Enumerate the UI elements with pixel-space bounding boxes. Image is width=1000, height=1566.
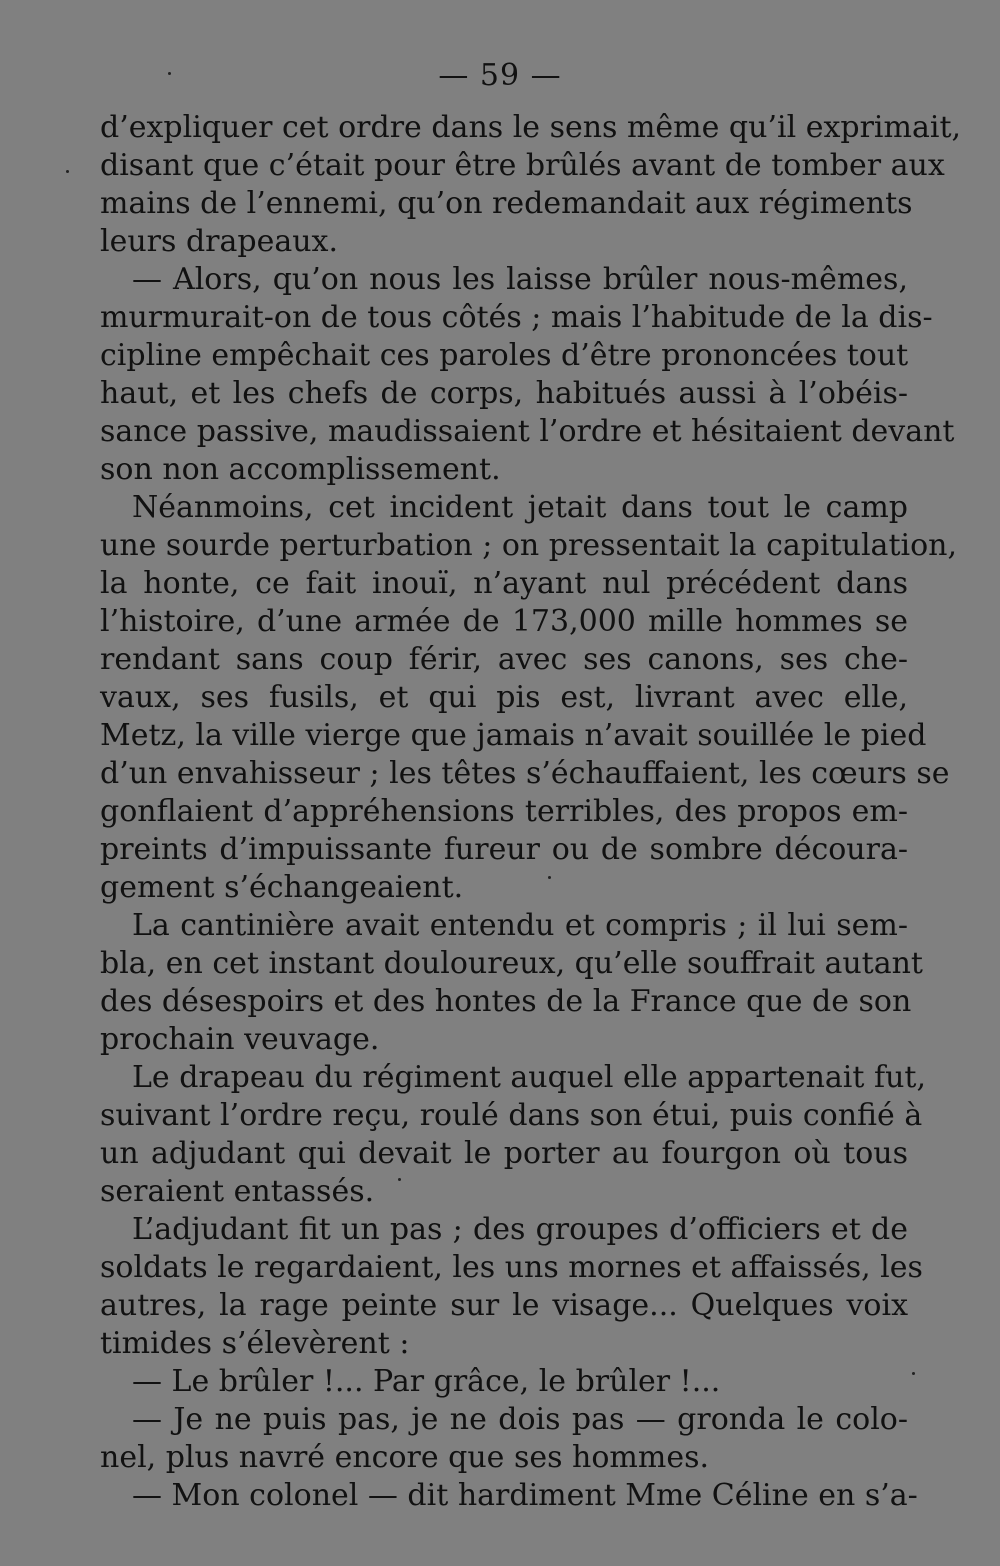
text-line: La cantinière avait entendu et compris ; il lui sem- <box>132 908 908 943</box>
text-line: d’expliquer cet ordre dans le sens même qu’il exprimait, <box>100 110 962 145</box>
text-line: — Le brûler !... Par grâce, le brûler !... <box>132 1364 721 1399</box>
text-line: mains de l’ennemi, qu’on redemandait aux régiments <box>100 186 913 221</box>
text-line: — Je ne puis pas, je ne dois pas — gronda le colo- <box>132 1402 908 1437</box>
text-line: sance passive, maudissaient l’ordre et hésitaient devant <box>100 414 955 449</box>
text-line: disant que c’était pour être brûlés avant de tomber aux <box>100 148 945 183</box>
text-line: L’adjudant fit un pas ; des groupes d’officiers et de <box>132 1212 908 1247</box>
text-line: soldats le regardaient, les uns mornes et affaissés, les <box>100 1250 923 1285</box>
print-speck <box>398 1178 401 1181</box>
text-line: vaux, ses fusils, et qui pis est, livrant avec elle, <box>100 680 908 715</box>
text-line: Le drapeau du régiment auquel elle appartenait fut, <box>132 1060 927 1095</box>
text-line: suivant l’ordre reçu, roulé dans son étui, puis confié à <box>100 1098 923 1133</box>
text-line: un adjudant qui devait le porter au fourgon où tous <box>100 1136 908 1171</box>
text-line: gement s’échangeaient. <box>100 870 464 905</box>
text-line: haut, et les chefs de corps, habitués aussi à l’obéis- <box>100 376 908 411</box>
print-speck <box>548 876 551 879</box>
text-line: rendant sans coup férir, avec ses canons, ses che- <box>100 642 908 677</box>
page-number: — 59 — <box>438 58 562 93</box>
text-line: autres, la rage peinte sur le visage... Quelques voix <box>100 1288 908 1323</box>
text-line: murmurait-on de tous côtés ; mais l’habitude de la dis- <box>100 300 933 335</box>
text-line: Metz, la ville vierge que jamais n’avait souillée le pied <box>100 718 927 753</box>
text-line: preints d’impuissante fureur ou de sombre découra- <box>100 832 908 867</box>
text-line: leurs drapeaux. <box>100 224 338 259</box>
text-line: — Mon colonel — dit hardiment Mme Céline en s’a- <box>132 1478 918 1513</box>
text-line: prochain veuvage. <box>100 1022 380 1057</box>
text-line: seraient entassés. <box>100 1174 375 1209</box>
text-line: gonflaient d’appréhensions terribles, des propos em- <box>100 794 908 829</box>
text-line: son non accomplissement. <box>100 452 501 487</box>
text-line: bla, en cet instant douloureux, qu’elle souffrait autant <box>100 946 923 981</box>
text-line: des désespoirs et des hontes de la France que de son <box>100 984 912 1019</box>
text-line: une sourde perturbation ; on pressentait la capitulation, <box>100 528 958 563</box>
text-line: l’histoire, d’une armée de 173,000 mille hommes se <box>100 604 908 639</box>
text-line: Néanmoins, cet incident jetait dans tout le camp <box>132 490 908 525</box>
print-speck <box>912 1372 915 1375</box>
text-line: nel, plus navré encore que ses hommes. <box>100 1440 710 1475</box>
text-line: cipline empêchait ces paroles d’être prononcées tout <box>100 338 909 373</box>
text-line: timides s’élevèrent : <box>100 1326 410 1361</box>
print-speck <box>66 170 69 173</box>
text-line: d’un envahisseur ; les têtes s’échauffaient, les cœurs se <box>100 756 950 791</box>
text-line: — Alors, qu’on nous les laisse brûler nous-mêmes, <box>132 262 908 297</box>
text-line: la honte, ce fait inouï, n’ayant nul précédent dans <box>100 566 908 601</box>
print-speck <box>168 72 171 75</box>
